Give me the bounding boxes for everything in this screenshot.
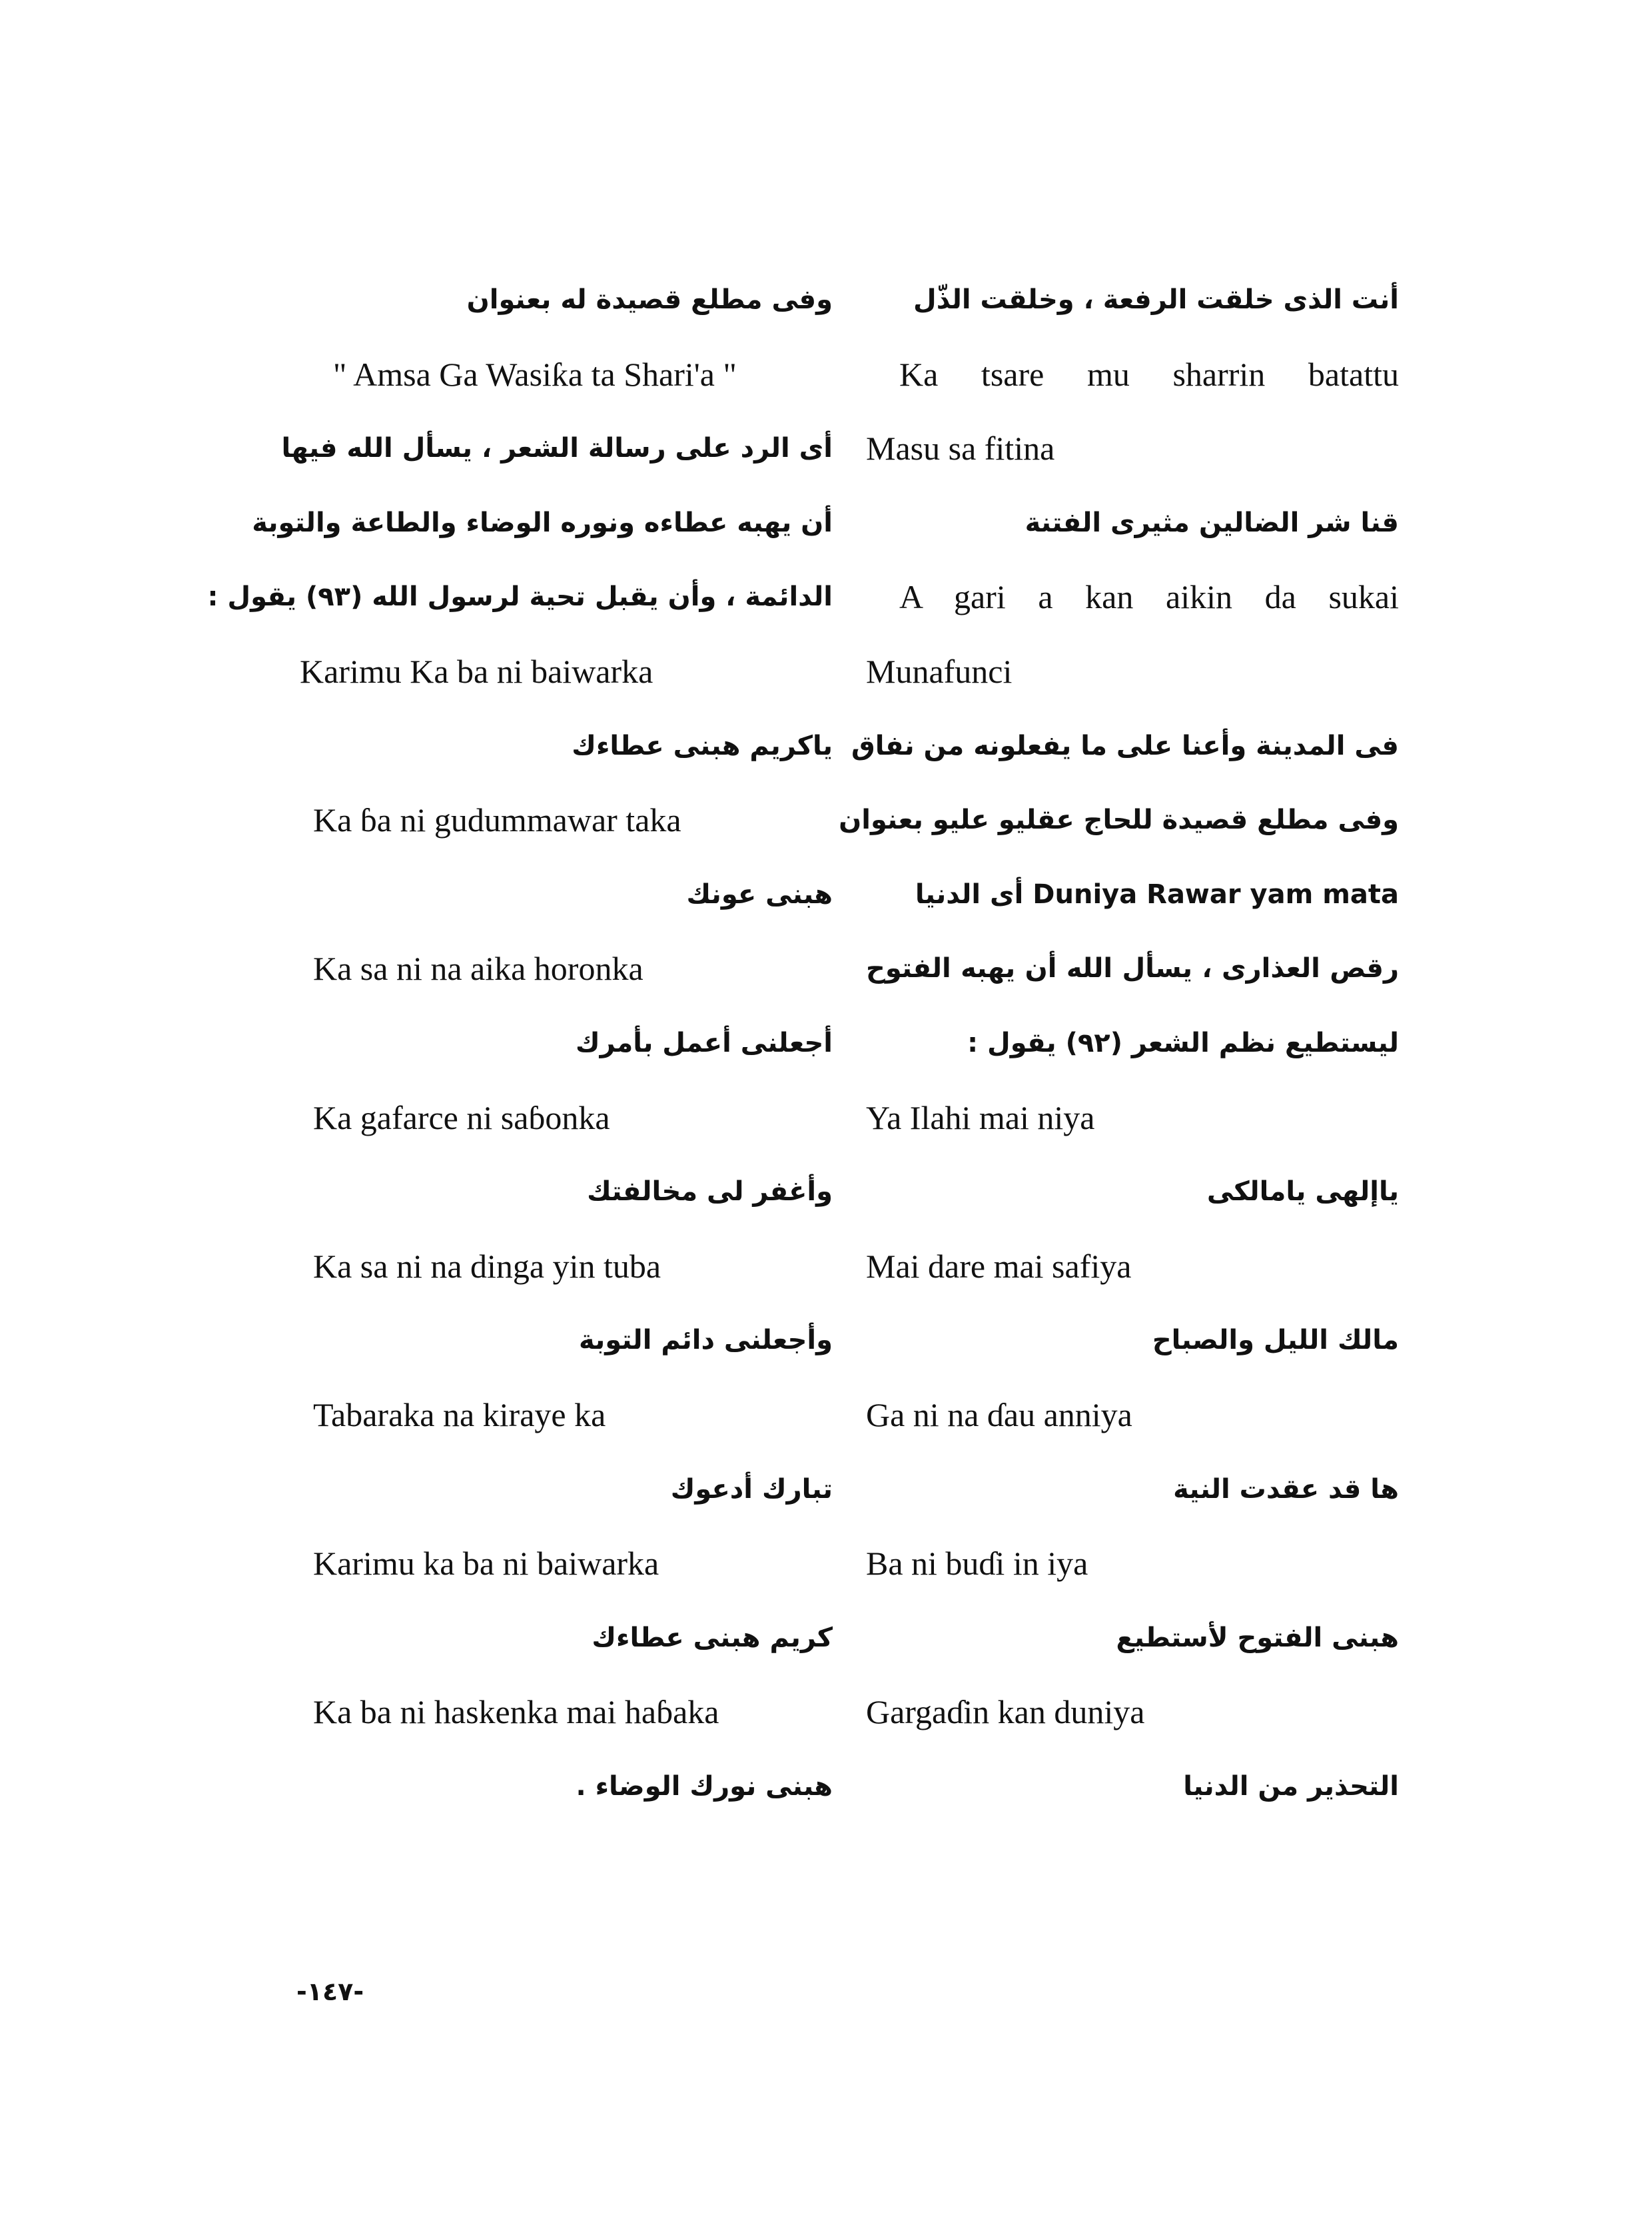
left-line-17: تبارك أدعوك	[670, 1474, 833, 1505]
right-line-12: Ya Ilahi mai niya	[866, 1099, 1095, 1136]
right-line-4: قنا شر الضالين مثيرى الفتنة	[1025, 508, 1399, 538]
left-line-4: أن يهبه عطاءه ونوره الوضاء والطاعة والتوبة	[252, 508, 833, 538]
left-line-2: " Amsa Ga Wasiƙa ta Shari'a "	[333, 356, 737, 393]
left-line-1: وفى مطلع قصيدة له بعنوان	[466, 284, 833, 315]
right-line-8: وفى مطلع قصيدة للحاج عقليو عليو بعنوان	[839, 805, 1399, 835]
right-line-1: أنت الذى خلقت الرفعة ، وخلقت الذّل	[913, 284, 1399, 315]
right-line-7: فى المدينة وأعنا على ما يفعلونه من نفاق	[851, 731, 1399, 761]
left-line-19: كريم هبنى عطاءك	[592, 1623, 833, 1653]
right-line-15: مالك الليل والصباح	[1152, 1325, 1399, 1355]
page-number: -١٤٧-	[296, 1977, 364, 2006]
right-line-6: Munafunci	[866, 653, 1013, 690]
right-line-5: A gari a kan aikin da sukai	[899, 578, 1399, 615]
right-line-3: Masu sa fitina	[866, 430, 1055, 467]
left-line-7: ياكريم هبنى عطاءك	[572, 731, 833, 761]
left-line-15: وأجعلنى دائم التوبة	[579, 1325, 833, 1355]
left-line-3: أى الرد على رسالة الشعر ، يسأل الله فيها	[281, 433, 833, 464]
right-line-21: التحذير من الدنيا	[1183, 1771, 1399, 1802]
right-line-2: Ka tsare mu sharrin batattu	[899, 356, 1399, 393]
right-line-13: ياإلهى يامالكى	[1206, 1176, 1399, 1207]
right-line-19: هبنى الفتوح لأستطيع	[1116, 1623, 1399, 1653]
left-line-21: هبنى نورك الوضاء .	[576, 1771, 833, 1802]
left-line-5: الدائمة ، وأن يقبل تحية لرسول الله (٩٣) يقول :	[207, 581, 833, 612]
left-line-18: Karimu ka ba ni baiwarka	[313, 1545, 659, 1582]
right-line-20: Gargaɗin kan duniya	[866, 1693, 1145, 1730]
left-line-6: Karimu Ka ba ni baiwarka	[300, 653, 653, 690]
left-text-column	[207, 270, 833, 1855]
left-line-8: Ka ɓa ni gudummawar taka	[313, 801, 681, 839]
left-line-14: Ka sa ni na dinga yin tuba	[313, 1248, 661, 1285]
left-line-16: Tabaraka na kiraye ka	[313, 1396, 606, 1433]
left-line-11: أجعلنى أعمل بأمرك	[576, 1028, 833, 1058]
right-line-10: رقص العذارى ، يسأل الله أن يهبه الفتوح	[866, 953, 1399, 984]
right-line-16: Ga ni na ɗau anniya	[866, 1396, 1132, 1433]
right-line-17: ها قد عقدت النية	[1173, 1474, 1399, 1505]
left-line-9: هبنى عونك	[686, 879, 833, 910]
left-line-12: Ka gafarce ni saɓonka	[313, 1099, 610, 1136]
right-line-9: Duniya Rawar yam mata أى الدنيا	[915, 879, 1399, 910]
right-line-11: ليستطيع نظم الشعر (٩٢) يقول :	[967, 1028, 1399, 1058]
right-line-18: Ba ni buɗi in iya	[866, 1545, 1088, 1582]
right-text-column	[839, 270, 1399, 1855]
right-line-14: Mai dare mai safiya	[866, 1248, 1132, 1285]
left-line-10: Ka sa ni na aika horonka	[313, 950, 643, 987]
left-line-20: Ka ba ni haskenka mai haɓaka	[313, 1693, 719, 1730]
left-line-13: وأغفر لى مخالفتك	[587, 1176, 833, 1207]
